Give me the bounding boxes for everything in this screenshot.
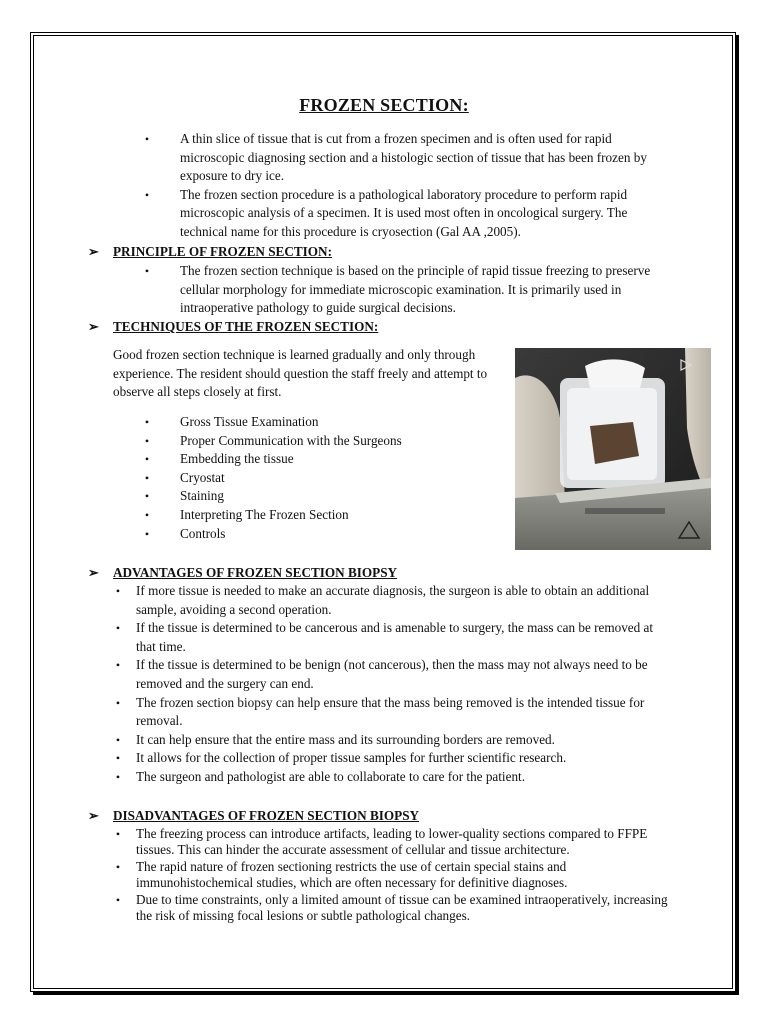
heading-text: PRINCIPLE OF FROZEN SECTION: [113,244,332,259]
list-item [114,619,674,656]
bullet-icon: • [144,452,150,467]
bullet-icon: • [144,264,150,278]
heading-text: ADVANTAGES OF FROZEN SECTION BIOPSY [113,565,398,580]
list-item [114,582,674,619]
bullet-icon: • [144,507,150,522]
list-item [135,413,495,432]
bullet-icon: • [144,415,150,429]
disadvantages-list [114,826,674,924]
list-item [135,262,655,318]
arrow-bullet-icon: ➢ [88,808,99,823]
bullet-icon: • [144,489,150,504]
list-item [114,656,674,693]
list-item-text: Gross Tissue Examination [180,414,319,429]
cryostat-photo-graphic [515,348,711,550]
list-item [135,469,495,488]
list-item [114,731,674,750]
techniques-paragraph: Good frozen section technique is learned gradually and only through experience. The resident should question the staff freely and attempt to observe all steps closely at first. [113,347,488,400]
list-item [135,432,495,451]
bullet-icon: • [115,584,121,598]
cryostat-photo [515,348,711,550]
list-item [135,130,655,186]
list-item [135,506,495,525]
heading-text: TECHNIQUES OF THE FROZEN SECTION: [113,319,379,334]
bullet-icon: • [115,658,121,673]
bullet-icon: • [144,132,150,146]
arrow-bullet-icon: ➢ [88,565,99,580]
arrow-bullet-icon: ➢ [88,244,99,259]
list-item-text: If the tissue is determined to be cancerous and is amenable to surgery, the mass can be removed at that time. [136,620,654,654]
list-item [114,859,674,892]
page-title: FROZEN SECTION: [299,95,469,115]
list-item [114,749,674,768]
list-item-text: Proper Communication with the Surgeons [180,432,402,448]
bullet-icon: • [115,695,121,710]
list-item-text: The frozen section procedure is a pathological laboratory procedure to perform rapid microscopic analysis of a specimen. It is used most often in oncological surgery. The technical name for this procedure is cryosection (Gal AA ,2005). [180,186,628,239]
list-item-text: If more tissue is needed to make an accurate diagnosis, the surgeon is able to obtain an additional sample, avoiding a second operation. [136,583,650,617]
list-item-text: Interpreting The Frozen Section [180,506,349,522]
list-item [114,826,674,859]
list-item-text: The freezing process can introduce artifacts, leading to lower-quality sections compared to FFPE tissues. This can hinder the accurate assessment of cellular and tissue architecture. [136,826,648,858]
section-heading-disadvantages [88,807,419,825]
bullet-icon: • [115,732,121,747]
list-item [114,892,674,925]
list-item-text: It allows for the collection of proper tissue samples for further scientific research. [136,750,567,766]
list-item-text: Due to time constraints, only a limited amount of tissue can be examined intraoperatively, increasing the risk of missing focal lesions or subtle pathological changes. [136,891,668,924]
list-item [114,694,674,731]
list-item [114,768,674,787]
arrow-bullet-icon: ➢ [88,319,99,334]
section-heading-techniques [88,318,378,336]
list-item-text: It can help ensure that the entire mass and its surrounding borders are removed. [136,731,555,747]
list-item-text: Embedding the tissue [180,451,294,467]
list-item [135,186,655,242]
advantages-list [114,582,674,787]
bullet-icon: • [115,621,121,636]
list-item-text: The rapid nature of frozen sectioning restricts the use of certain special stains and immunohistochemical studies, which are often necessary for definitive diagnoses. [136,858,568,891]
list-item [135,487,495,506]
list-item-text: Controls [180,525,226,541]
list-item-text: Staining [180,488,224,504]
list-item [135,525,495,544]
intro-list [135,130,655,242]
heading-text: DISADVANTAGES OF FROZEN SECTION BIOPSY [113,808,420,823]
bullet-icon: • [115,827,121,841]
section-heading-principle [88,243,332,261]
bullet-icon: • [144,470,150,485]
principle-list [135,262,655,318]
list-item-text: The frozen section technique is based on the principle of rapid tissue freezing to preserve cellular morphology for immediate microscopic examination. It is primarily used in intraoperative pathology to guide surgical decisions. [180,263,651,316]
list-item-text: Cryostat [180,469,225,485]
bullet-icon: • [144,187,150,202]
list-item-text: A thin slice of tissue that is cut from a frozen specimen and is often used for rapid microscopic diagnosing section and a histologic section of tissue that has been frozen by exposure to dry ice. [180,131,647,184]
list-item [135,450,495,469]
bullet-icon: • [115,769,121,784]
section-heading-advantages [88,564,397,582]
list-item-text: The surgeon and pathologist are able to collaborate to care for the patient. [136,768,526,784]
bullet-icon: • [115,892,121,907]
bullet-icon: • [144,526,150,541]
techniques-list [135,413,495,543]
bullet-icon: • [144,433,150,448]
list-item-text: If the tissue is determined to be benign (not cancerous), then the mass may not always need to be removed and the surgery can end. [136,657,648,691]
bullet-icon: • [115,751,121,766]
bullet-icon: • [115,859,121,874]
list-item-text: The frozen section biopsy can help ensure that the mass being removed is the intended tissue for removal. [136,694,645,729]
